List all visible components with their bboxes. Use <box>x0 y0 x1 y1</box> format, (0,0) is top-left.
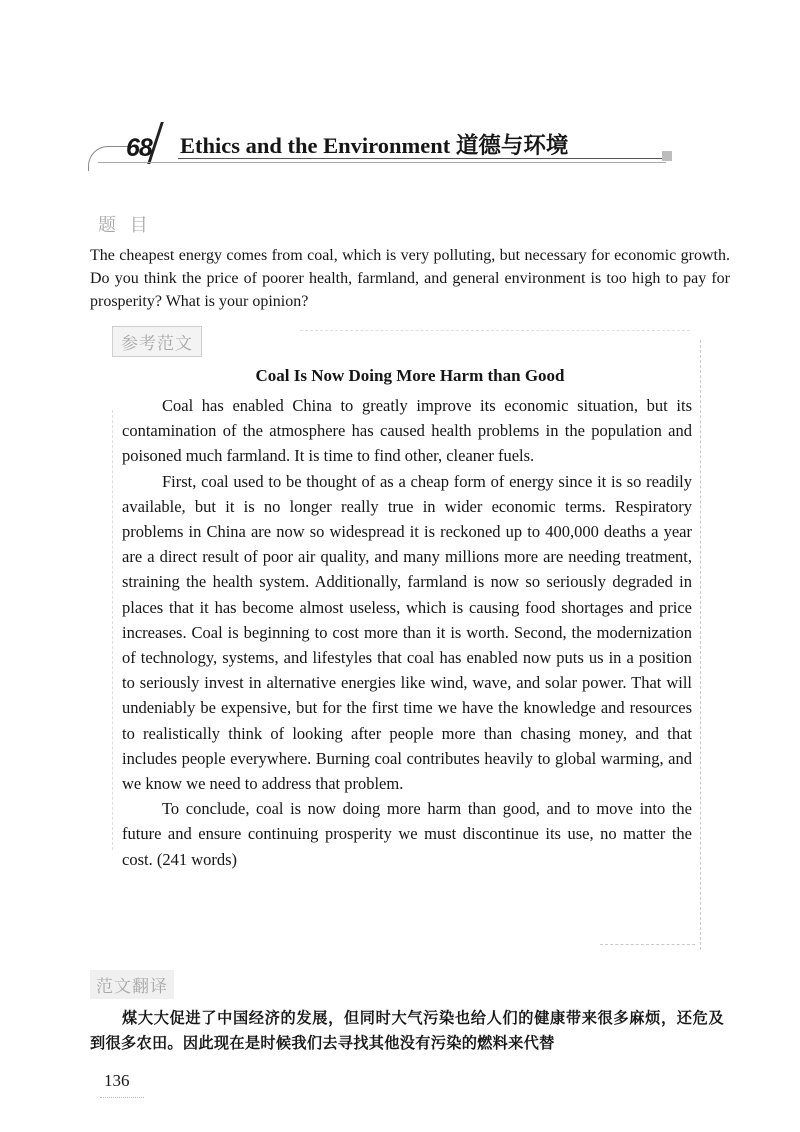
header-rule <box>178 158 666 159</box>
essay-translation: 煤大大促进了中国经济的发展，但同时大气污染也给人们的健康带来很多麻烦，还危及到很多农田。因此现在是时候我们去寻找其他没有污染的燃料来代替 <box>90 1009 724 1052</box>
header-rule-thin <box>98 162 666 163</box>
essay-prompt: The cheapest energy comes from coal, which is very polluting, but necessary for economic growth. Do you think the price of poorer health, farmland, and general environment is too high to pay for prosperity? What is your opinion? <box>90 247 730 310</box>
translation-section-label: 范文翻译 <box>90 970 174 999</box>
essay-paragraph-intro: Coal has enabled China to greatly improve its economic situation, but its contamination of the atmosphere has caused health problems in the population and poisoned much farmland. It is time to find other, cleaner fuels. <box>122 396 692 466</box>
essay-paragraph-body: First, coal used to be thought of as a cheap form of energy since it is so readily available, but it is no longer really true in wider economic terms. Respiratory problems in China are now so widespread it is reckoned up to 400,000 deaths a year are a direct result of poor air quality, and many millions more are needing treatment, straining the health system. Additionally, farmland is now so seriously degraded in places that it has become almost useless, which is causing food shortages and price increases. Coal is beginning to cost more than it is worth. Second, the modernization of technology, systems, and lifestyles that coal has enabled now puts us in a position to seriously invest in alternative energies like wind, wave, and solar power. That will undeniably be expensive, but for the first time we have the knowledge and resources to realistically think of looking after people more than chasing money, and that includes people everywhere. Burning coal contributes heavily to global warming, and we know we need to address that problem. <box>122 471 692 794</box>
header-ornament <box>88 146 131 171</box>
sample-essay-section-label: 参考范文 <box>112 326 202 357</box>
essay-body <box>122 393 692 872</box>
essay-frame-bottom <box>600 944 695 946</box>
page-number: 136 <box>104 1071 130 1090</box>
essay-paragraph-conclusion: To conclude, coal is now doing more harm than good, and to move into the future and ensure continuing prosperity we must discontinue its use, no matter the cost. (241 words) <box>122 799 692 869</box>
essay-title: Coal Is Now Doing More Harm than Good <box>255 366 565 385</box>
chapter-title: Ethics and the Environment 道德与环境 <box>180 133 569 158</box>
header-square-mark <box>662 151 672 161</box>
chapter-header <box>88 118 688 178</box>
essay-frame-right <box>700 340 702 950</box>
page-number-ornament <box>100 1097 144 1099</box>
topic-section-label: 题 目 <box>98 215 152 236</box>
essay-frame-left <box>112 410 114 850</box>
essay-frame-top <box>300 330 690 332</box>
chapter-number: 68 <box>126 134 152 162</box>
